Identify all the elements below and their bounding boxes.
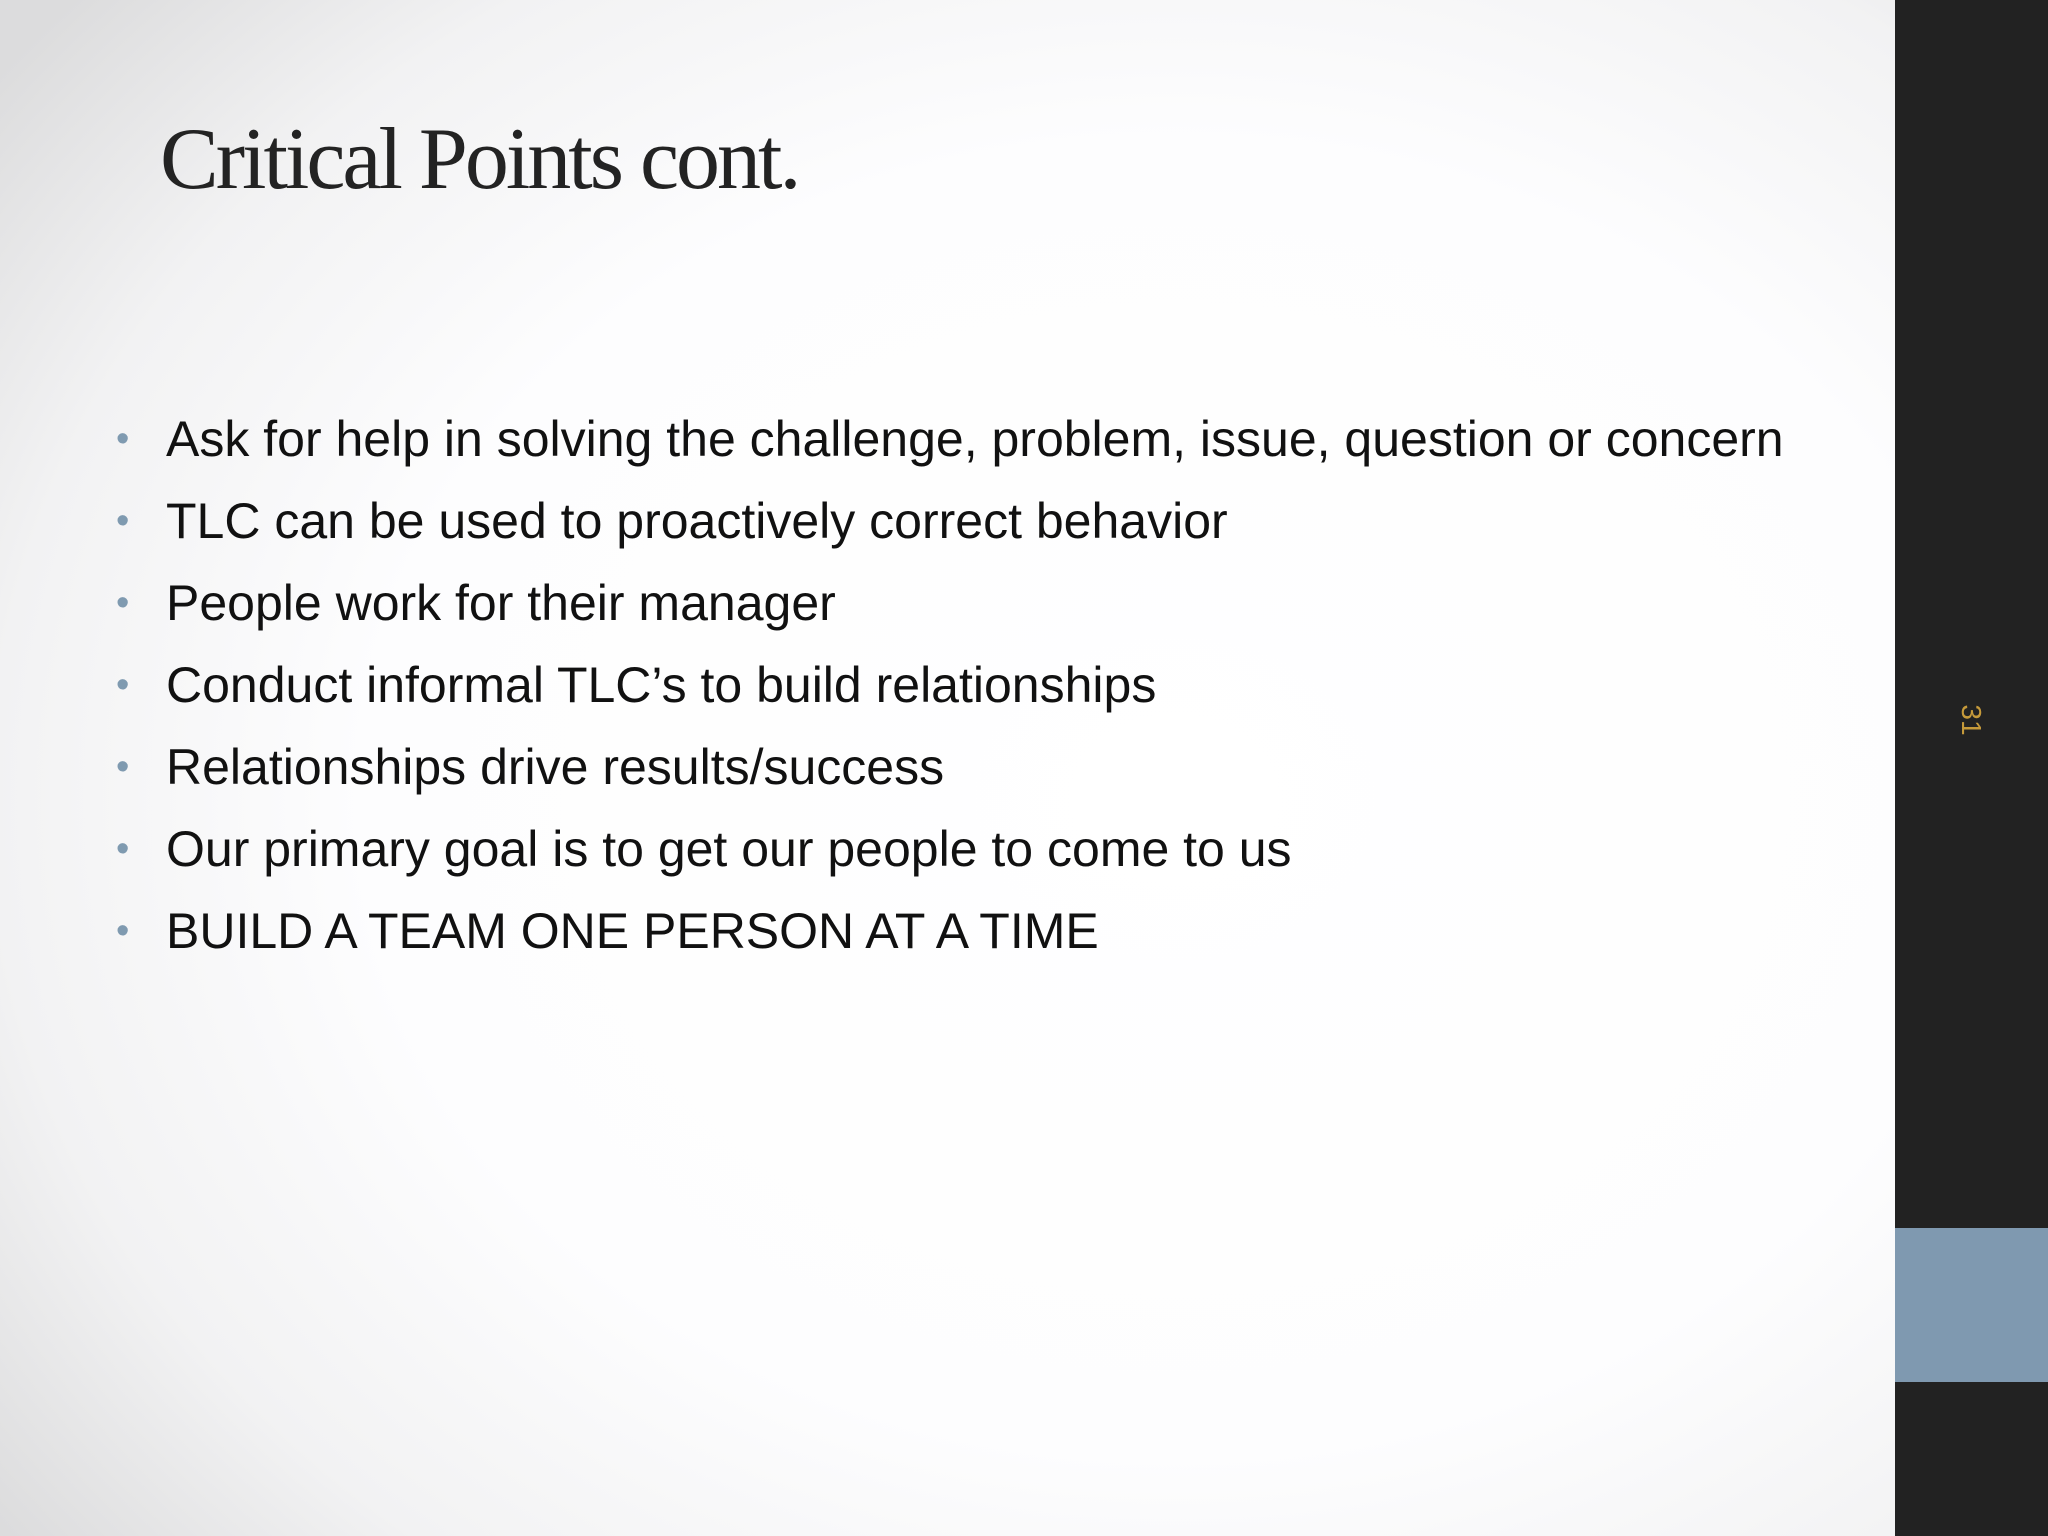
bullet-item <box>110 650 1784 732</box>
bullet-item <box>110 404 1784 486</box>
bullet-icon: • <box>116 582 130 624</box>
sidebar-accent-block <box>1895 1228 2048 1382</box>
bullet-icon: • <box>116 418 130 460</box>
bullet-item <box>110 814 1784 896</box>
bullet-item <box>110 896 1784 978</box>
bullet-text: TLC can be used to proactively correct behavior <box>166 493 1228 549</box>
bullet-icon: • <box>116 664 130 706</box>
bullet-text: People work for their manager <box>166 575 836 631</box>
bullet-text: BUILD A TEAM ONE PERSON AT A TIME <box>166 903 1099 959</box>
bullet-icon: • <box>116 828 130 870</box>
slide-title: Critical Points cont. <box>160 111 799 208</box>
slide-number: 31 <box>1956 704 1987 736</box>
bullet-list <box>110 404 1784 978</box>
bullet-icon: • <box>116 746 130 788</box>
bullet-text: Relationships drive results/success <box>166 739 945 795</box>
bullet-item <box>110 732 1784 814</box>
side-bar <box>1895 0 2048 1536</box>
bullet-icon: • <box>116 500 130 542</box>
bullet-text: Ask for help in solving the challenge, problem, issue, question or concern <box>166 411 1784 467</box>
bullet-text: Our primary goal is to get our people to come to us <box>166 821 1292 877</box>
bullet-item <box>110 568 1784 650</box>
bullet-icon: • <box>116 910 130 952</box>
bullet-text: Conduct informal TLC’s to build relationships <box>166 657 1157 713</box>
bullet-item <box>110 486 1784 568</box>
